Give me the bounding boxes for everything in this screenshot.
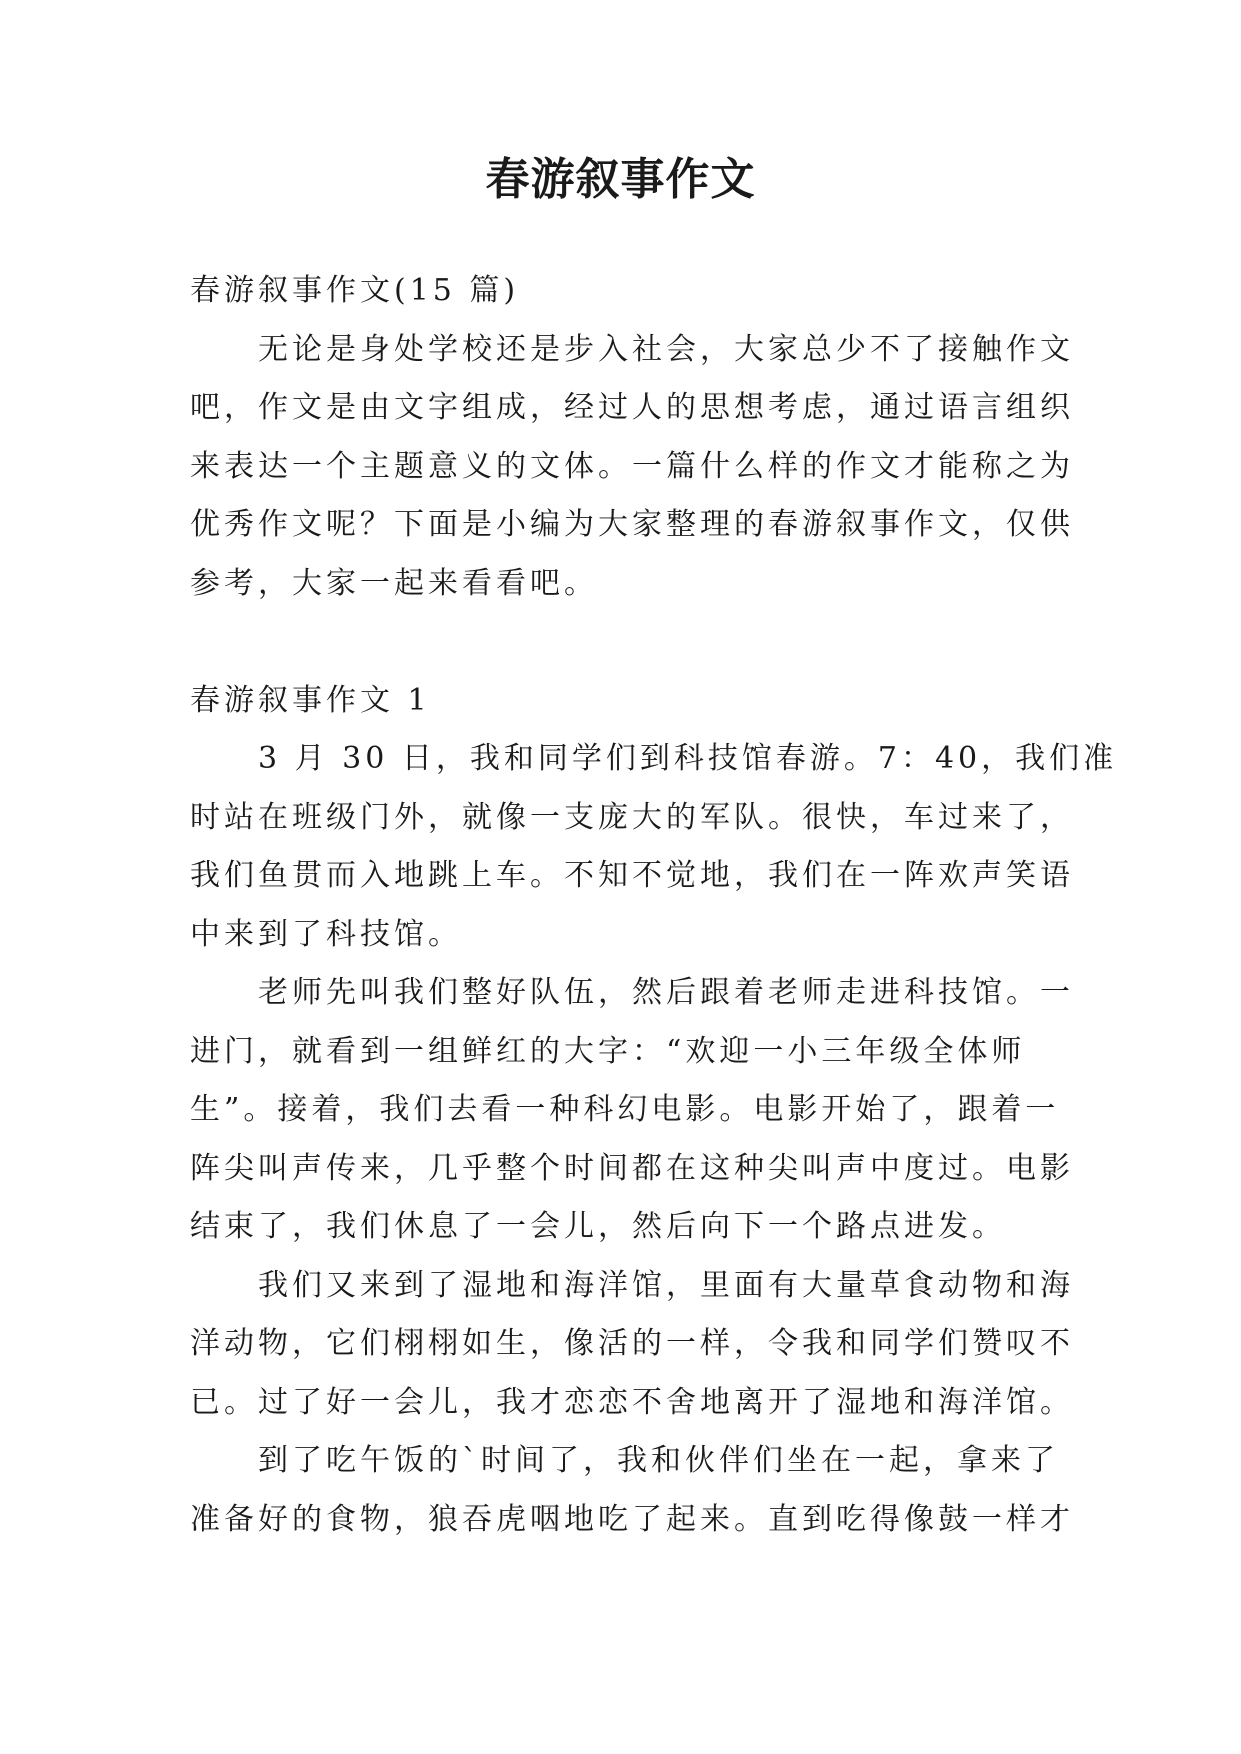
intro-heading: 春游叙事作文(15 篇) [190,273,520,308]
text-line: 吧，作文是由文字组成，经过人的思想考虑，通过语言组织 [190,390,1074,425]
section-spacer [190,613,1070,672]
document-body [190,262,1118,1549]
text-line: 生”。接着，我们去看一种科幻电影。电影开始了，跟着一 [190,1092,1060,1127]
text-line: 老师先叫我们整好队伍，然后跟着老师走进科技馆。一 [258,975,1074,1010]
text-line: 进门，就看到一组鲜红的大字：“欢迎一小三年级全体师 [190,1033,1026,1069]
page-title: 春游叙事作文 [485,154,756,205]
essay-paragraph [190,964,1074,1257]
text-line: 无论是身处学校还是步入社会，大家总少不了接触作文 [258,331,1074,367]
text-line: 时站在班级门外，就像一支庞大的军队。很快，车过来了， [190,799,1074,835]
text-line: 参考，大家一起来看看吧。 [190,565,598,601]
text-line: 我们鱼贯而入地跳上车。不知不觉地，我们在一阵欢声笑语 [190,858,1074,893]
text-line: 洋动物，它们栩栩如生，像活的一样，令我和同学们赞叹不 [190,1326,1074,1361]
text-line: 我们又来到了湿地和海洋馆，里面有大量草食动物和海 [258,1267,1074,1303]
text-line: 准备好的食物，狼吞虎咽地吃了起来。直到吃得像鼓一样才 [190,1501,1074,1537]
text-line: 到了吃午饭的`时间了，我和伙伴们坐在一起，拿来了 [258,1443,1059,1478]
essay-paragraph [190,1257,1074,1433]
intro-paragraph [190,321,1074,614]
text-line: 优秀作文呢？下面是小编为大家整理的春游叙事作文，仅供 [190,507,1074,542]
essay-paragraph [190,1432,1074,1549]
text-line: 结束了，我们休息了一会儿，然后向下一个路点进发。 [190,1209,1006,1244]
essay-heading: 春游叙事作文 1 [190,682,431,718]
text-line: 已。过了好一会儿，我才恋恋不舍地离开了湿地和海洋馆。 [190,1384,1074,1420]
essay-paragraph [190,730,1118,964]
text-line: 来表达一个主题意义的文体。一篇什么样的作文才能称之为 [190,448,1074,484]
text-line: 中来到了科技馆。 [190,916,462,952]
text-line: 3 月 30 日，我和同学们到科技馆春游。7：40，我们准 [258,741,1118,776]
text-line: 阵尖叫声传来，几乎整个时间都在这种尖叫声中度过。电影 [190,1150,1074,1186]
